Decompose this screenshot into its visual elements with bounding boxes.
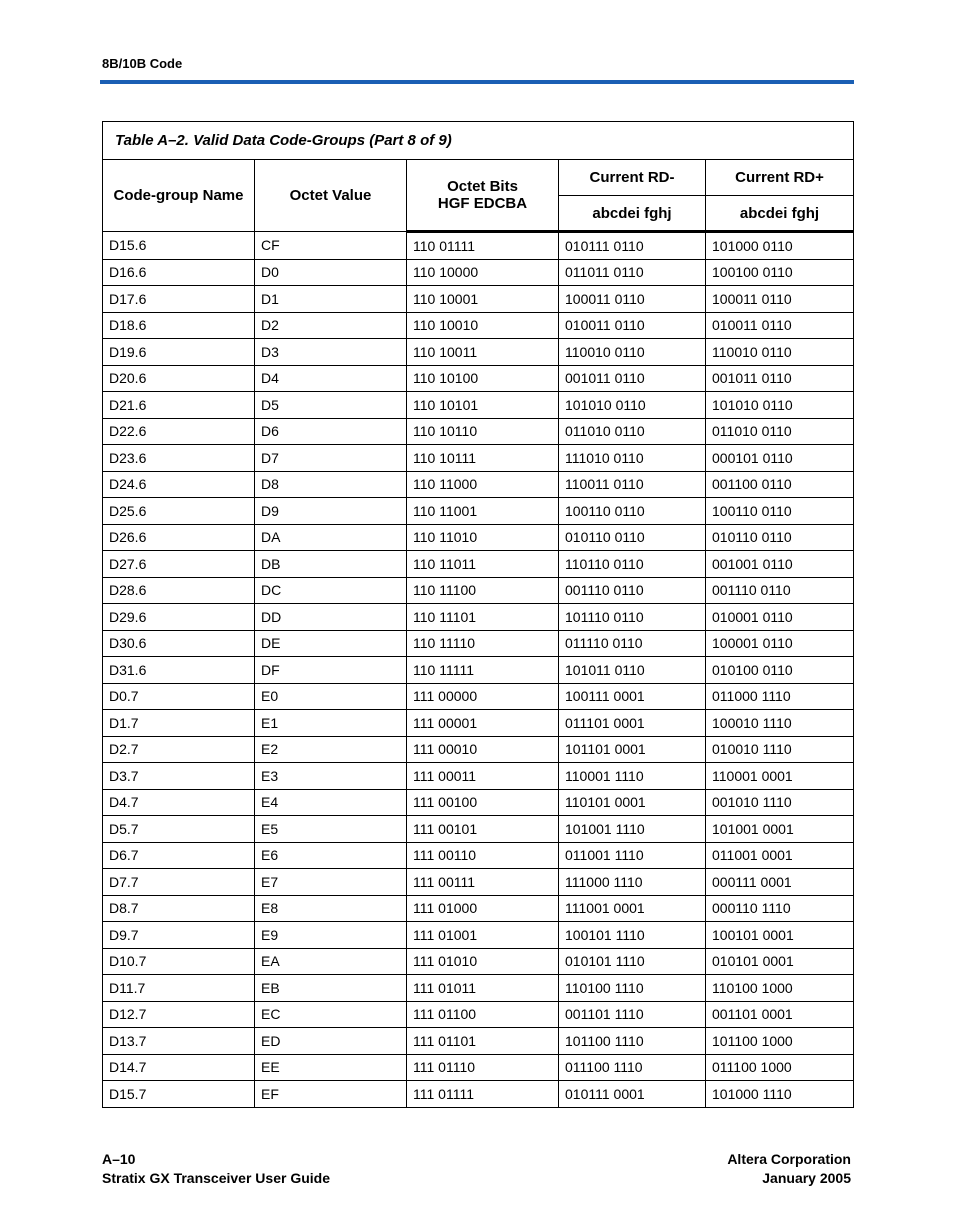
- cell-code-group-name: D10.7: [103, 948, 255, 975]
- cell-rd-plus-code: 010110 0110: [706, 524, 854, 551]
- cell-rd-plus-code: 100010 1110: [706, 710, 854, 737]
- cell-rd-minus-code: 001011 0110: [559, 365, 706, 392]
- table-row: [103, 657, 854, 684]
- cell-code-group-name: D27.6: [103, 551, 255, 578]
- table-row: [103, 604, 854, 631]
- cell-code-group-name: D15.6: [103, 232, 255, 260]
- cell-octet-bits: 110 01111: [407, 232, 559, 260]
- cell-code-group-name: D9.7: [103, 922, 255, 949]
- col-header-current-rd-minus: Current RD-: [559, 160, 706, 196]
- octet-bits-label: Octet Bits: [447, 178, 518, 195]
- cell-rd-minus-code: 110101 0001: [559, 789, 706, 816]
- octet-bits-sublabel: HGF EDCBA: [437, 195, 528, 212]
- cell-rd-minus-code: 111001 0001: [559, 895, 706, 922]
- cell-octet-value: DE: [255, 630, 407, 657]
- cell-code-group-name: D18.6: [103, 312, 255, 339]
- cell-rd-minus-code: 100101 1110: [559, 922, 706, 949]
- cell-octet-bits: 111 00000: [407, 683, 559, 710]
- cell-rd-plus-code: 101010 0110: [706, 392, 854, 419]
- cell-octet-value: DB: [255, 551, 407, 578]
- cell-octet-bits: 110 10110: [407, 418, 559, 445]
- cell-rd-plus-code: 011010 0110: [706, 418, 854, 445]
- cell-octet-value: E1: [255, 710, 407, 737]
- cell-code-group-name: D0.7: [103, 683, 255, 710]
- cell-octet-bits: 111 00010: [407, 736, 559, 763]
- table-row: [103, 577, 854, 604]
- cell-octet-value: EE: [255, 1054, 407, 1081]
- table-row: [103, 259, 854, 286]
- cell-octet-bits: 111 00101: [407, 816, 559, 843]
- cell-octet-bits: 111 01001: [407, 922, 559, 949]
- cell-octet-value: D1: [255, 286, 407, 313]
- cell-octet-value: D4: [255, 365, 407, 392]
- page-number: A–10: [102, 1151, 136, 1167]
- cell-rd-plus-code: 100110 0110: [706, 498, 854, 525]
- table-row: [103, 232, 854, 260]
- cell-octet-value: E7: [255, 869, 407, 896]
- table-row: [103, 922, 854, 949]
- cell-rd-plus-code: 110001 0001: [706, 763, 854, 790]
- cell-rd-plus-code: 011001 0001: [706, 842, 854, 869]
- col-header-code-group-name: Code-group Name: [103, 160, 255, 232]
- cell-code-group-name: D3.7: [103, 763, 255, 790]
- table-row: [103, 1001, 854, 1028]
- cell-octet-bits: 110 10100: [407, 365, 559, 392]
- header-rule: [100, 80, 854, 84]
- cell-code-group-name: D20.6: [103, 365, 255, 392]
- cell-octet-value: D6: [255, 418, 407, 445]
- cell-octet-bits: 110 11111: [407, 657, 559, 684]
- table-row: [103, 842, 854, 869]
- cell-rd-plus-code: 001010 1110: [706, 789, 854, 816]
- cell-octet-value: D7: [255, 445, 407, 472]
- cell-rd-plus-code: 001100 0110: [706, 471, 854, 498]
- cell-rd-plus-code: 101000 0110: [706, 232, 854, 260]
- cell-rd-minus-code: 101001 1110: [559, 816, 706, 843]
- company-name: Altera Corporation: [727, 1151, 851, 1167]
- cell-rd-plus-code: 000110 1110: [706, 895, 854, 922]
- table-row: [103, 895, 854, 922]
- cell-octet-value: EF: [255, 1081, 407, 1108]
- cell-rd-plus-code: 101000 1110: [706, 1081, 854, 1108]
- cell-octet-bits: 111 01100: [407, 1001, 559, 1028]
- cell-code-group-name: D23.6: [103, 445, 255, 472]
- cell-octet-bits: 110 11010: [407, 524, 559, 551]
- cell-code-group-name: D7.7: [103, 869, 255, 896]
- cell-octet-bits: 110 10011: [407, 339, 559, 366]
- cell-rd-plus-code: 110010 0110: [706, 339, 854, 366]
- cell-rd-plus-code: 101001 0001: [706, 816, 854, 843]
- cell-octet-value: E3: [255, 763, 407, 790]
- cell-rd-minus-code: 001101 1110: [559, 1001, 706, 1028]
- cell-octet-bits: 110 11001: [407, 498, 559, 525]
- col-header-octet-bits: [407, 160, 559, 232]
- cell-rd-plus-code: 001001 0110: [706, 551, 854, 578]
- cell-octet-value: D5: [255, 392, 407, 419]
- cell-rd-minus-code: 100110 0110: [559, 498, 706, 525]
- cell-rd-minus-code: 110010 0110: [559, 339, 706, 366]
- cell-rd-plus-code: 010001 0110: [706, 604, 854, 631]
- cell-octet-bits: 111 00110: [407, 842, 559, 869]
- cell-rd-minus-code: 100011 0110: [559, 286, 706, 313]
- footer-left: [102, 1150, 330, 1188]
- cell-rd-minus-code: 011110 0110: [559, 630, 706, 657]
- cell-rd-minus-code: 110001 1110: [559, 763, 706, 790]
- table-row: [103, 975, 854, 1002]
- cell-rd-plus-code: 100001 0110: [706, 630, 854, 657]
- cell-rd-plus-code: 011000 1110: [706, 683, 854, 710]
- table-row: [103, 1028, 854, 1055]
- cell-rd-minus-code: 101011 0110: [559, 657, 706, 684]
- cell-rd-minus-code: 010011 0110: [559, 312, 706, 339]
- cell-octet-value: DD: [255, 604, 407, 631]
- cell-code-group-name: D28.6: [103, 577, 255, 604]
- cell-code-group-name: D24.6: [103, 471, 255, 498]
- cell-octet-value: E4: [255, 789, 407, 816]
- cell-octet-bits: 111 00011: [407, 763, 559, 790]
- cell-octet-bits: 111 01011: [407, 975, 559, 1002]
- cell-code-group-name: D11.7: [103, 975, 255, 1002]
- cell-octet-value: ED: [255, 1028, 407, 1055]
- table-row: [103, 683, 854, 710]
- table-row: [103, 471, 854, 498]
- cell-octet-value: DC: [255, 577, 407, 604]
- cell-code-group-name: D19.6: [103, 339, 255, 366]
- cell-octet-bits: 111 01101: [407, 1028, 559, 1055]
- col-header-current-rd-plus: Current RD+: [706, 160, 854, 196]
- cell-rd-plus-code: 011100 1000: [706, 1054, 854, 1081]
- running-head: 8B/10B Code: [102, 56, 183, 71]
- table-row: [103, 869, 854, 896]
- cell-code-group-name: D17.6: [103, 286, 255, 313]
- cell-octet-value: E8: [255, 895, 407, 922]
- cell-code-group-name: D12.7: [103, 1001, 255, 1028]
- cell-octet-bits: 110 10000: [407, 259, 559, 286]
- cell-rd-plus-code: 010101 0001: [706, 948, 854, 975]
- cell-code-group-name: D14.7: [103, 1054, 255, 1081]
- cell-rd-plus-code: 010100 0110: [706, 657, 854, 684]
- cell-rd-minus-code: 010101 1110: [559, 948, 706, 975]
- table-row: [103, 736, 854, 763]
- table-row: [103, 339, 854, 366]
- table-row: [103, 789, 854, 816]
- cell-octet-value: D2: [255, 312, 407, 339]
- cell-rd-minus-code: 101010 0110: [559, 392, 706, 419]
- cell-octet-value: DF: [255, 657, 407, 684]
- cell-code-group-name: D13.7: [103, 1028, 255, 1055]
- cell-octet-bits: 111 00111: [407, 869, 559, 896]
- cell-code-group-name: D21.6: [103, 392, 255, 419]
- table-row: [103, 551, 854, 578]
- cell-octet-value: E5: [255, 816, 407, 843]
- cell-rd-plus-code: 100100 0110: [706, 259, 854, 286]
- cell-octet-value: E2: [255, 736, 407, 763]
- table-row: [103, 365, 854, 392]
- cell-octet-bits: 110 11100: [407, 577, 559, 604]
- cell-rd-minus-code: 011100 1110: [559, 1054, 706, 1081]
- cell-rd-minus-code: 011010 0110: [559, 418, 706, 445]
- table-row: [103, 816, 854, 843]
- cell-rd-plus-code: 110100 1000: [706, 975, 854, 1002]
- cell-rd-minus-code: 001110 0110: [559, 577, 706, 604]
- cell-code-group-name: D2.7: [103, 736, 255, 763]
- cell-octet-bits: 111 01110: [407, 1054, 559, 1081]
- cell-rd-minus-code: 011011 0110: [559, 259, 706, 286]
- cell-rd-minus-code: 111010 0110: [559, 445, 706, 472]
- table-row: [103, 948, 854, 975]
- table-row: [103, 418, 854, 445]
- cell-octet-bits: 110 10101: [407, 392, 559, 419]
- cell-rd-plus-code: 100101 0001: [706, 922, 854, 949]
- table-row: [103, 1081, 854, 1108]
- cell-rd-plus-code: 101100 1000: [706, 1028, 854, 1055]
- cell-octet-bits: 111 01111: [407, 1081, 559, 1108]
- cell-octet-value: D3: [255, 339, 407, 366]
- cell-octet-value: D0: [255, 259, 407, 286]
- table-row: [103, 630, 854, 657]
- table-row: [103, 312, 854, 339]
- cell-code-group-name: D31.6: [103, 657, 255, 684]
- cell-code-group-name: D15.7: [103, 1081, 255, 1108]
- cell-rd-minus-code: 101101 0001: [559, 736, 706, 763]
- cell-code-group-name: D29.6: [103, 604, 255, 631]
- cell-rd-minus-code: 011101 0001: [559, 710, 706, 737]
- cell-octet-value: EC: [255, 1001, 407, 1028]
- cell-code-group-name: D22.6: [103, 418, 255, 445]
- cell-octet-value: DA: [255, 524, 407, 551]
- cell-rd-minus-code: 011001 1110: [559, 842, 706, 869]
- cell-rd-plus-code: 000101 0110: [706, 445, 854, 472]
- table-row: [103, 710, 854, 737]
- table-row: [103, 286, 854, 313]
- cell-rd-plus-code: 001101 0001: [706, 1001, 854, 1028]
- cell-octet-value: CF: [255, 232, 407, 260]
- footer-right: [727, 1150, 851, 1188]
- cell-code-group-name: D6.7: [103, 842, 255, 869]
- cell-rd-plus-code: 001110 0110: [706, 577, 854, 604]
- cell-octet-bits: 110 11011: [407, 551, 559, 578]
- cell-rd-minus-code: 010110 0110: [559, 524, 706, 551]
- cell-octet-bits: 111 01000: [407, 895, 559, 922]
- table-row: [103, 1054, 854, 1081]
- subheader-rd-minus-bits: abcdei fghj: [559, 196, 706, 232]
- publication-date: January 2005: [762, 1170, 851, 1186]
- cell-rd-minus-code: 010111 0110: [559, 232, 706, 260]
- guide-title: Stratix GX Transceiver User Guide: [102, 1170, 330, 1186]
- cell-code-group-name: D1.7: [103, 710, 255, 737]
- cell-octet-value: EA: [255, 948, 407, 975]
- cell-octet-value: D9: [255, 498, 407, 525]
- cell-rd-minus-code: 110110 0110: [559, 551, 706, 578]
- cell-rd-minus-code: 100111 0001: [559, 683, 706, 710]
- cell-octet-value: D8: [255, 471, 407, 498]
- cell-octet-bits: 110 10111: [407, 445, 559, 472]
- cell-code-group-name: D4.7: [103, 789, 255, 816]
- cell-code-group-name: D8.7: [103, 895, 255, 922]
- cell-octet-bits: 111 00100: [407, 789, 559, 816]
- cell-rd-plus-code: 100011 0110: [706, 286, 854, 313]
- cell-code-group-name: D5.7: [103, 816, 255, 843]
- cell-octet-bits: 110 10001: [407, 286, 559, 313]
- cell-octet-value: E6: [255, 842, 407, 869]
- cell-code-group-name: D30.6: [103, 630, 255, 657]
- subheader-rd-plus-bits: abcdei fghj: [706, 196, 854, 232]
- table-row: [103, 445, 854, 472]
- cell-rd-plus-code: 000111 0001: [706, 869, 854, 896]
- cell-code-group-name: D26.6: [103, 524, 255, 551]
- cell-rd-plus-code: 010010 1110: [706, 736, 854, 763]
- table-caption: Table A–2. Valid Data Code-Groups (Part 8 of 9): [103, 122, 854, 160]
- table-row: [103, 524, 854, 551]
- cell-octet-value: E0: [255, 683, 407, 710]
- cell-rd-minus-code: 110011 0110: [559, 471, 706, 498]
- cell-rd-minus-code: 010111 0001: [559, 1081, 706, 1108]
- cell-octet-bits: 110 11000: [407, 471, 559, 498]
- cell-rd-minus-code: 110100 1110: [559, 975, 706, 1002]
- cell-code-group-name: D16.6: [103, 259, 255, 286]
- cell-octet-bits: 110 11101: [407, 604, 559, 631]
- table-body: [103, 232, 854, 1108]
- cell-octet-bits: 110 10010: [407, 312, 559, 339]
- cell-rd-plus-code: 001011 0110: [706, 365, 854, 392]
- cell-octet-value: E9: [255, 922, 407, 949]
- cell-octet-value: EB: [255, 975, 407, 1002]
- cell-octet-bits: 110 11110: [407, 630, 559, 657]
- table-row: [103, 763, 854, 790]
- cell-octet-bits: 111 00001: [407, 710, 559, 737]
- table-row: [103, 392, 854, 419]
- cell-rd-plus-code: 010011 0110: [706, 312, 854, 339]
- cell-code-group-name: D25.6: [103, 498, 255, 525]
- cell-rd-minus-code: 111000 1110: [559, 869, 706, 896]
- code-group-table: [102, 121, 854, 1108]
- col-header-octet-value: Octet Value: [255, 160, 407, 232]
- code-group-table-container: [102, 121, 853, 1108]
- cell-rd-minus-code: 101110 0110: [559, 604, 706, 631]
- table-row: [103, 498, 854, 525]
- cell-octet-bits: 111 01010: [407, 948, 559, 975]
- cell-rd-minus-code: 101100 1110: [559, 1028, 706, 1055]
